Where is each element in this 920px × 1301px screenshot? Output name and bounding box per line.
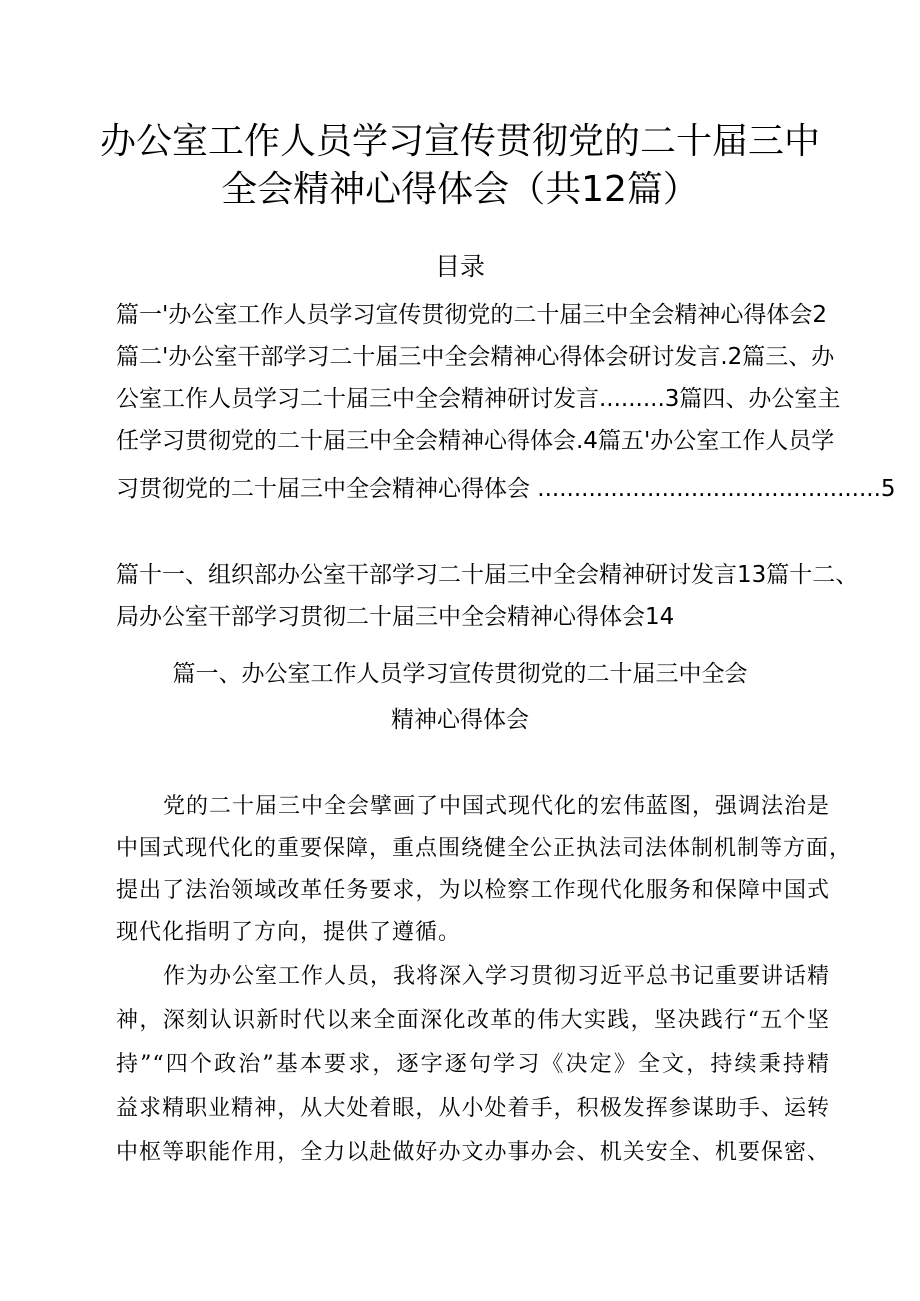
- paragraph-line: 益求精职业精神，从大处着眼，从小处着手，积极发挥参谋助手、运转: [116, 1096, 830, 1121]
- paragraph-line: 中国式现代化的重要保障，重点围绕健全公正执法司法体制机制等方面，: [116, 836, 853, 861]
- document-title-line-2: 全会精神心得体会（共12篇）: [221, 169, 699, 210]
- toc-heading: 目录: [434, 252, 485, 281]
- toc-line: 习贯彻党的二十届三中全会精神心得体会 ...............................................5: [116, 476, 896, 502]
- paragraph-line: 党的二十届三中全会擘画了中国式现代化的宏伟蓝图，强调法治是: [163, 794, 831, 819]
- document-title-line-1: 办公室工作人员学习宣传贯彻党的二十届三中: [99, 121, 820, 162]
- section-title-line-2: 精神心得体会: [391, 707, 529, 733]
- paragraph-line: 神，深刻认识新时代以来全面深化改革的伟大实践，坚决践行“五个坚: [116, 1008, 830, 1033]
- paragraph-line: 现代化指明了方向，提供了遵循。: [116, 920, 462, 945]
- paragraph-line: 作为办公室工作人员，我将深入学习贯彻习近平总书记重要讲话精: [163, 964, 831, 989]
- toc-line: 公室工作人员学习二十届三中全会精神研讨发言.........3篇四、办公室主: [116, 386, 841, 412]
- section-title-line-1: 篇一、办公室工作人员学习宣传贯彻党的二十届三中全会: [172, 661, 748, 687]
- toc-line: 任学习贯彻党的二十届三中全会精神心得体会.4篇五'办公室工作人员学: [116, 428, 835, 454]
- paragraph-line: 持”“四个政治”基本要求，逐字逐句学习《决定》全文，持续秉持精: [116, 1052, 830, 1077]
- paragraph-line: 中枢等职能作用，全力以赴做好办文办事办会、机关安全、机要保密、: [116, 1140, 830, 1165]
- toc-line: 篇十一、组织部办公室干部学习二十届三中全会精神研讨发言13篇十二、: [116, 562, 859, 588]
- paragraph-line: 提出了法治领域改革任务要求，为以检察工作现代化服务和保障中国式: [116, 878, 830, 903]
- toc-line: 局办公室干部学习贯彻二十届三中全会精神心得体会14: [116, 604, 675, 630]
- toc-line: 篇二'办公室干部学习二十届三中全会精神心得体会研讨发言.2篇三、办: [116, 344, 835, 370]
- toc-line: 篇一'办公室工作人员学习宣传贯彻党的二十届三中全会精神心得体会2: [116, 302, 827, 328]
